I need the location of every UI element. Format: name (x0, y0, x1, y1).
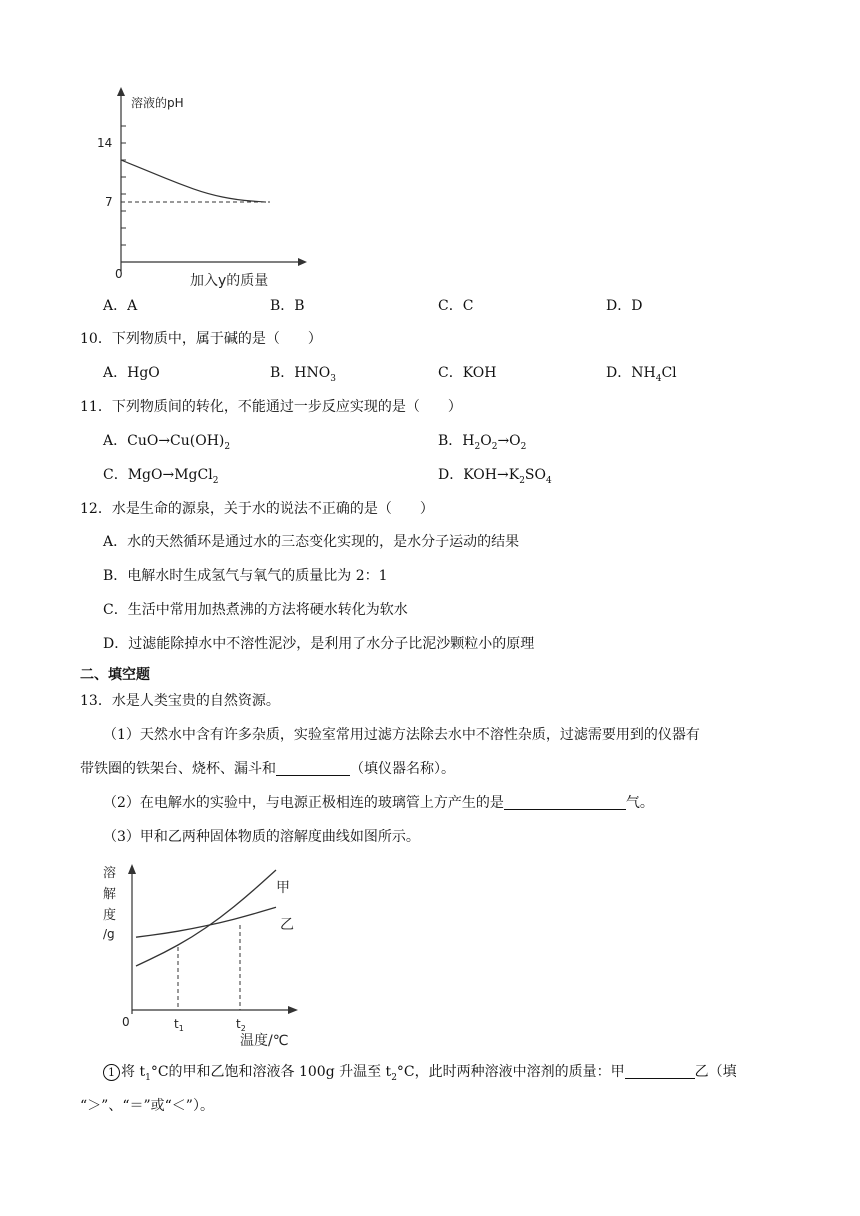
q12-option-c: C．生活中常用加热煮沸的方法将硬水转化为软水 (103, 602, 408, 618)
q11-option-b: B．$H_2O_2\to O_2$ (438, 433, 527, 452)
sol-series-yi (136, 907, 276, 937)
q12-option-d: D．过滤能除掉水中不溶性泥沙，是利用了水分子比泥沙颗粒小的原理 (103, 636, 535, 652)
sol-series-jia (136, 870, 276, 966)
sol-y-arrow (128, 864, 136, 874)
sol-ylabel-1: 溶 (103, 866, 117, 881)
q9-option-d: D．D (606, 298, 643, 314)
ph-x-arrow (298, 258, 307, 266)
ph-tick-14: 14 (97, 136, 113, 150)
ph-chart (95, 85, 320, 290)
q12-stem: 12．水是生命的源泉，关于水的说法不正确的是（ ） (80, 501, 434, 517)
sol-origin: 0 (122, 1015, 130, 1029)
sol-tick-t2: $t_2$ (236, 1017, 246, 1033)
sol-tick-t1: $t_1$ (174, 1017, 184, 1033)
ph-ylabel: 溶液的pH (131, 96, 184, 110)
ph-y-arrow (117, 87, 125, 96)
circled-number-1: 1 (103, 1064, 120, 1081)
section-heading: 二、填空题 (80, 667, 150, 683)
q11-stem: 11．下列物质间的转化，不能通过一步反应实现的是（ ） (80, 399, 462, 415)
sol-ylabel-3: 度 (103, 908, 117, 923)
sol-series-yi-label: 乙 (280, 917, 294, 933)
solubility-chart (100, 858, 310, 1048)
ph-tick-7: 7 (105, 195, 113, 209)
sol-series-jia-label: 甲 (276, 880, 290, 896)
q12-option-b: B．电解水时生成氢气与氧气的质量比为 2：1 (103, 568, 388, 584)
q11-option-c: C．MgO→MgCl$_2$ (103, 467, 219, 486)
q10-option-b: B．$HNO_3$ (270, 365, 336, 384)
ph-origin: 0 (115, 267, 123, 281)
sol-xlabel: 温度/℃ (240, 1033, 289, 1048)
sol-ylabel-2: 解 (103, 887, 117, 902)
q13-part1-line1: （1）天然水中含有许多杂质，实验室常用过滤方法除去水中不溶性杂质，过滤需要用到的仪器有 (103, 727, 700, 743)
q9-option-c: C．C (438, 298, 474, 314)
q13-part2: （2）在电解水的实验中，与电源正极相连的玻璃管上方产生的是 气。 (103, 795, 654, 811)
q10-option-c: C．KOH (438, 365, 497, 381)
answer-blank-gas[interactable] (504, 793, 626, 810)
q13-stem: 13．水是人类宝贵的自然资源。 (80, 693, 280, 709)
q11-option-d: D．$KOH\to K_2SO_4$ (438, 467, 552, 486)
q13-sub1: 1 将 $t_1^\circ C$的甲和乙饱和溶液各 100g 升温至 $t_2^\circ C$，此时两种溶液中溶剂的质量：甲 乙（填 (103, 1062, 737, 1088)
q13-sub1-line2: “＞”、“＝”或“＜”）。 (80, 1098, 214, 1114)
q10-option-a: A．HgO (103, 365, 160, 381)
q10-stem: 10．下列物质中，属于碱的是（ ） (80, 331, 322, 347)
ph-xlabel: 加入y的质量 (190, 273, 269, 289)
answer-blank-instrument[interactable] (276, 759, 350, 776)
sol-ylabel-4: /g (103, 927, 115, 941)
q13-part3: （3）甲和乙两种固体物质的溶解度曲线如图所示。 (103, 829, 420, 845)
q11-option-a: A．$CuO\to Cu(OH)_2$ (103, 433, 231, 452)
ph-y-ticks (121, 126, 126, 262)
q9-option-b: B．B (270, 298, 305, 314)
sol-x-arrow (288, 1006, 298, 1014)
ph-series-line (121, 160, 266, 202)
q13-part1-line2: 带铁圈的铁架台、烧杯、漏斗和 （填仪器名称）。 (80, 761, 455, 777)
q9-option-a: A．A (103, 298, 138, 314)
q10-option-d: D．$NH_4Cl$ (606, 365, 677, 384)
q12-option-a: A．水的天然循环是通过水的三态变化实现的，是水分子运动的结果 (103, 534, 520, 550)
answer-blank-solvent[interactable] (625, 1062, 695, 1079)
